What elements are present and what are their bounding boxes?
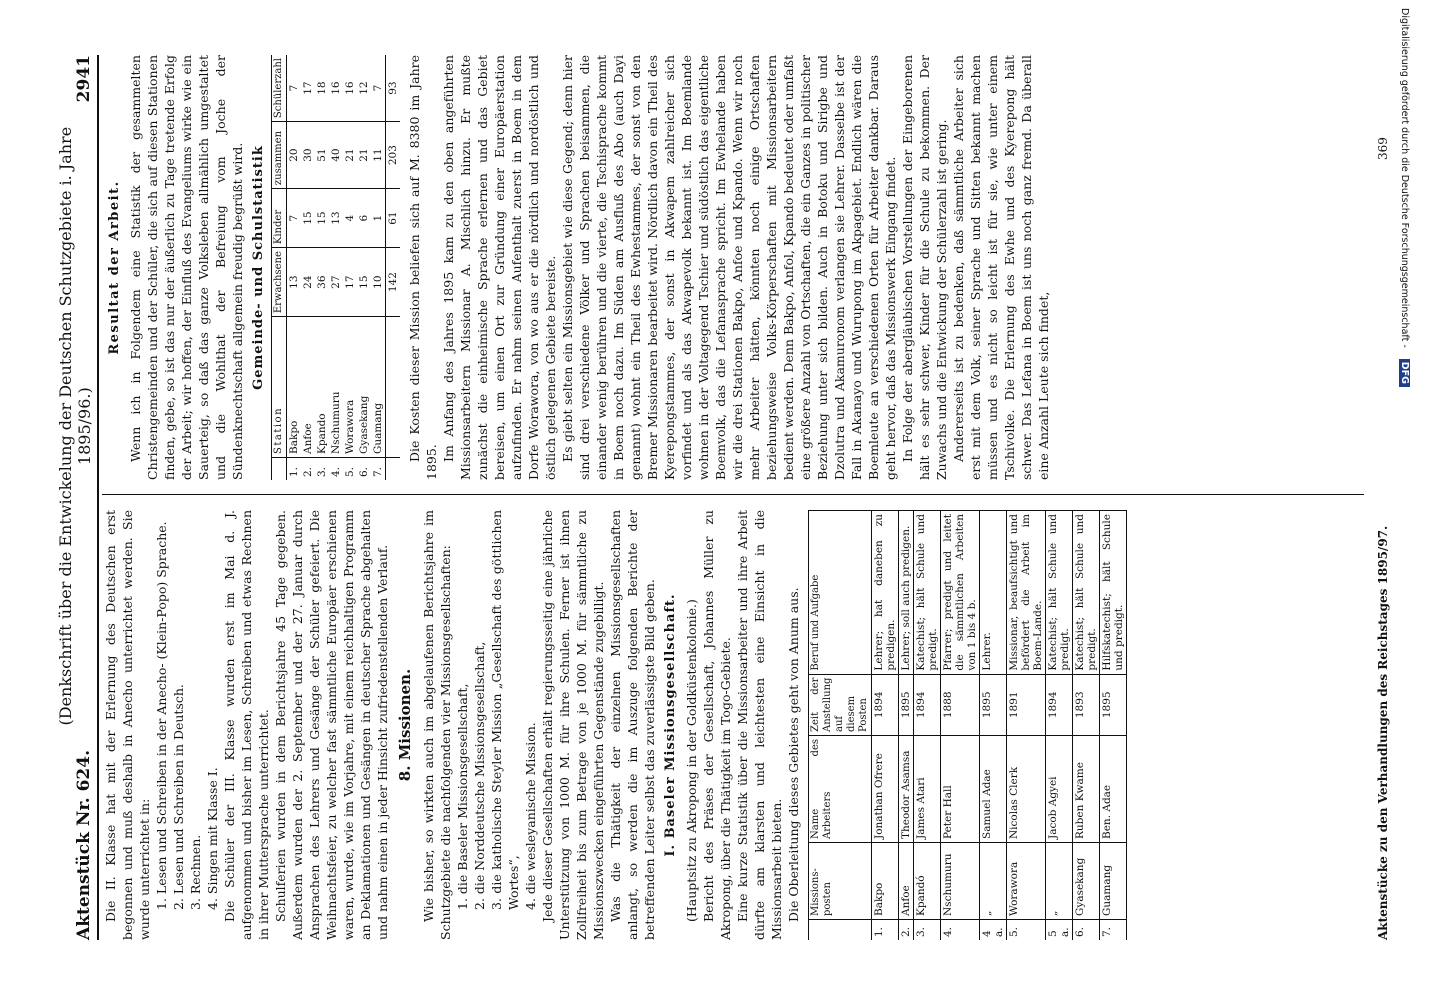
table-cell: 5.: [343, 458, 357, 481]
paragraph: Bericht des Präses der Gesellschaft, Johannes Müller zu Akropong, über die Thätigkeit im Togo-Gebiete.: [701, 510, 733, 940]
table-cell: 10: [371, 248, 386, 317]
table-cell: 5.: [1007, 920, 1046, 941]
table-cell: 27: [329, 248, 343, 317]
table-header: Name des Arbeiters: [809, 736, 872, 843]
table-cell: Peter Hall: [941, 736, 980, 843]
table-cell: 93: [386, 55, 401, 122]
table-cell: 13: [287, 248, 302, 317]
table-cell: 18: [315, 55, 329, 122]
paragraph: (Hauptsitz zu Akropong in der Goldküstenkolonie.): [684, 599, 699, 922]
table-cell: 61: [386, 189, 401, 248]
totals-row: [386, 55, 401, 480]
document-title: (Denkschrift über die Entwickelung der Deutschen Schutzgebiete i. Jahre 1895/96.): [56, 126, 94, 726]
table-header: Missions-posten: [809, 843, 872, 920]
table-cell: 30: [301, 122, 315, 189]
table-cell: 16: [329, 55, 343, 122]
table-row: [914, 511, 941, 941]
table-cell: 1.: [287, 458, 302, 481]
table-cell: 51: [315, 122, 329, 189]
list-item: 3. die katholische Steyler Mission „Gesellschaft des göttlichen Wortes“,: [489, 510, 521, 910]
table-cell: Lehrer; soll auch predigen.: [899, 511, 914, 675]
table-cell: Lehrer.: [980, 511, 1007, 675]
list-item: 2. die Norddeutsche Missionsgesellschaft,: [472, 641, 487, 910]
table-cell: Jonathan Ofrere: [872, 736, 899, 843]
table-row: [1007, 511, 1046, 941]
table-cell: 7.: [371, 458, 386, 481]
list-item: 4. Singen mit Klasse I.: [205, 767, 220, 910]
table-row: [371, 55, 386, 480]
paragraph: Jede dieser Gesellschaften erhält regierungsseitig eine jährliche Unterstützung von 1000 M. für ihre Schulen. Ferner ist ihnen Zollfreiheit bis zum Betrage von je 1000 M. für sämmtliche zu Missionszwecken eingeführten Gegenstände zugebilligt.: [540, 510, 606, 940]
table-cell: 1894: [914, 674, 941, 735]
table-cell: 1895: [980, 674, 1007, 735]
table-cell: 17: [343, 248, 357, 317]
page-number: 2941: [74, 55, 94, 103]
right-column: [102, 55, 1364, 480]
table-cell: Ruben Kwame: [1073, 736, 1100, 843]
table-cell: 1894: [872, 674, 899, 735]
table-cell: Bakpo: [287, 317, 302, 458]
table-cell: 5 a.: [1046, 920, 1073, 941]
table-cell: 1: [371, 189, 386, 248]
table-cell: 3.: [914, 920, 941, 941]
table-cell: 1895: [899, 674, 914, 735]
table-cell: Lehrer; hat daneben zu predigen.: [872, 511, 899, 675]
table-cell: 1894: [1046, 674, 1073, 735]
list-item: 3. Rechnen.: [188, 834, 203, 910]
table-cell: Samuel Adae: [980, 736, 1007, 843]
paragraph: Wenn ich in Folgendem eine Statistik der gesammelten Christengemeinden und der Schüler, die sich auf diesen Stationen finden, gebe, so ist das nur der äußerlich zu Tage tretende Erfolg der Arbeit; wir hoffen, der Einfluß des Evangeliums wirke wie ein Sauerteig, so daß das ganze Volksleben allmählich umgestaltet und die Wohlthat der Befreiung vom Joche der Sündenknechtschaft allgemein freudig begrüßt wird.: [128, 55, 245, 480]
paragraph: Die Oberleitung dieses Gebietes geht von Anum aus.: [786, 587, 801, 922]
paragraph: Wie bisher, so wirkten auch im abgelaufenen Berichtsjahre im Schutzgebiete die nachfolgenden vier Missionsgesellschaften:: [421, 510, 453, 940]
table-cell: 36: [315, 248, 329, 317]
table-header: Beruf und Aufgabe: [809, 511, 872, 675]
table-cell: 1891: [1007, 674, 1046, 735]
table-cell: 1888: [941, 674, 980, 735]
paragraph: Die II. Klasse hat mit der Erlernung des Deutschen erst begonnen und muß deshalb in Anecho unterrichtet werden. Sie wurde unterrichtet in:: [103, 510, 152, 940]
table-cell: Pfarrer; predigt und leitet die sämmtlichen Arbeiten von 1 bis 4 b.: [941, 511, 980, 675]
table-cell: 21: [343, 122, 357, 189]
table-cell: 6: [357, 189, 371, 248]
table-cell: 4 a.: [980, 920, 1007, 941]
table-cell: [386, 317, 401, 458]
paragraph: In Folge der abergläubischen Vorstellungen der Eingeborenen hält es sehr schwer, Kinder für die Schule zu bekommen. Der Zuwachs und die Entwickung der Schülerzahl ist gering.: [900, 55, 949, 480]
credit-text: Digitalisierung gefördert durch die Deutsche Forschungsgemeinschaft -: [1399, 8, 1410, 348]
table-cell: [386, 458, 401, 481]
table-header: Kinder: [272, 189, 287, 248]
table-header: Zeit der Anstellung auf diesem Posten: [809, 674, 872, 735]
table-cell: 17: [301, 55, 315, 122]
left-column: [102, 510, 1364, 940]
table-cell: Worawora: [1007, 843, 1046, 920]
table-cell: 7: [287, 55, 302, 122]
paragraph: Andererseits ist zu bedenken, daß sämmtliche Arbeiter sich erst mit dem Volk, seiner Sprache und Sitten bekannt machen müssen und es nicht so leicht ist für sie, wie unter einem Tschivolke. Die Erlernung des Ewhe und des Kyerepong hält schwer. Das Lefana in Boem ist uns noch ganz fremd. Da überall eine Anzahl Leute sich findet,: [951, 55, 1051, 480]
table-cell: Gyasekang: [357, 317, 371, 458]
table-cell: Nschumuru: [941, 843, 980, 920]
table-cell: 13: [329, 189, 343, 248]
table-cell: 12: [357, 55, 371, 122]
digitization-credit: [1390, 8, 1410, 998]
table-cell: 24: [301, 248, 315, 317]
list-item: 1. die Baseler Missionsgesellschaft,: [455, 683, 470, 910]
table-cell: Guamang: [371, 317, 386, 458]
table-row: [1073, 511, 1100, 941]
table-cell: 6.: [357, 458, 371, 481]
list-item: 1. Lesen und Schreiben in der Anecho- (Klein-Popo) Sprache.: [154, 521, 169, 910]
table-cell: Nschumuru: [329, 317, 343, 458]
table-cell: Missionar, beaufsichtigt und befördert die Arbeit im Boem-Lande.: [1007, 511, 1046, 675]
paragraph: Eine kurze Statistik über die Missionsarbeiter und ihre Arbeit dürfte am klarsten und leichtesten eine Einsicht in die Missionsarbeit bieten.: [735, 510, 784, 940]
table-row: [1100, 511, 1127, 941]
table-row: [941, 511, 980, 941]
subsection-heading: I. Baseler Missionsgesellschaft.: [663, 593, 678, 857]
list-item: 4. die wesleyanische Mission.: [523, 722, 538, 910]
table-cell: Katechist; hält Schule und predigt.: [1046, 511, 1073, 675]
table-header: Station: [272, 317, 287, 458]
table-cell: James Atari: [914, 736, 941, 843]
table-cell: Katechist; hält Schule und predigt.: [1073, 511, 1100, 675]
table-row: [1046, 511, 1073, 941]
stats-table: [271, 55, 400, 480]
table-cell: Ben. Adae: [1100, 736, 1127, 843]
dfg-logo: DFG: [1399, 359, 1410, 387]
section-heading: 8. Missionen.: [396, 668, 414, 782]
document-number: Aktenstück Nr. 624.: [74, 749, 94, 940]
table-cell: 4: [343, 189, 357, 248]
section-heading: Resultat der Arbeit.: [107, 180, 122, 355]
table-cell: 1.: [872, 920, 899, 941]
table-cell: 7: [287, 189, 302, 248]
table-cell: 16: [343, 55, 357, 122]
table-cell: Gyasekang: [1073, 843, 1100, 920]
table-header: Schülerzahl: [272, 55, 287, 122]
paragraph: Schulferien wurden in dem Berichtsjahre 45 Tage gegeben. Außerdem wurden der 2. September und der 27. Januar durch Ansprachen des Lehrers und Gesänge der Schüler gefeiert. Die Weihnachtsfeier, zu welcher fast sämmtliche Europäer erschienen waren, wurde, wie im Vorjahre, mit einem reichhaltigen Programm an Deklamationen und Gesängen in deutscher Sprache abgehalten und nahm einen in jeder Hinsicht zufriedenstellenden Verlauf.: [273, 510, 390, 940]
table-cell: 1893: [1073, 674, 1100, 735]
table-cell: Katechist; hält Schule und predigt.: [914, 511, 941, 675]
table-cell: Anfoe: [899, 843, 914, 920]
table-cell: 2.: [899, 920, 914, 941]
table-cell: 40: [329, 122, 343, 189]
table-cell: Jacob Agyei: [1046, 736, 1073, 843]
paragraph: Es giebt selten ein Missionsgebiet wie diese Gegend; denn hier sind drei verschiedene Völker und Sprachen beisammen, die einander wenig berühren und die vierte, die Tschisprache kommt in Boem noch dazu. Im Süden am Ausfluß des Abo (auch Dayi genannt) wohnt ein Theil des Ewhestammes, der sonst von den Bremer Missionaren bearbeitet wird. Nördlich davon ein Theil des Kyerepongstammes, der sonst in Akwapem zahlreicher sich vorfindet und als das Akwapevolk bekannt ist. Im Boemlande wohnen in der Voltagegend Tschier und südöstlich das eigentliche Boemvolk, das die Lefanasprache spricht. Im Ewhelande haben wir die drei Stationen Bakpo, Anfoe und Kpando. Wenn wir noch mehr Arbeiter hätten, könnten noch einige Ortschaften beziehungsweise Volks-Körperschaften mit Missionsarbeitern bedient werden. Denn Bakpo, Anfol, Kpando bedeutet oder umfaßt eine größere Anzahl von Ortschaften, die ein Ganzes in politischer Beziehung unter sich bilden. Auch in Botoku und Sirigbe und Dzolutra und Akamuronom verlangen sie Lehrer. Dasselbe ist der Fall in Akanayo und Wurupong im Akpagebiet. Endlich wären die Boemleute an verschiedenen Orten für Arbeiter dankbar. Daraus geht hervor, daß das Missionswerk Eingang findet.: [560, 55, 898, 480]
table-cell: 142: [386, 248, 401, 317]
table-cell: 4.: [329, 458, 343, 481]
table-header: zusammen: [272, 122, 287, 189]
table-cell: 3.: [315, 458, 329, 481]
table-row: [329, 55, 343, 480]
table-header: [272, 458, 287, 481]
page-header: [58, 55, 99, 940]
table-title: Gemeinde- und Schulstatistik: [251, 145, 266, 390]
table-row: [315, 55, 329, 480]
table-cell: 20: [287, 122, 302, 189]
table-row: [872, 511, 899, 941]
table-cell: „: [980, 843, 1007, 920]
table-cell: Kpandó: [914, 843, 941, 920]
table-cell: 21: [357, 122, 371, 189]
table-cell: Theodor Asamsa: [899, 736, 914, 843]
table-cell: 203: [386, 122, 401, 189]
table-cell: Worawora: [343, 317, 357, 458]
table-cell: Nicolas Clerk: [1007, 736, 1046, 843]
table-cell: Bakpo: [872, 843, 899, 920]
footer-page-number: 369: [1376, 137, 1390, 160]
paragraph: Im Anfang des Jahres 1895 kam zu den oben angeführten Missionsarbeitern Missionar A. Mischlich hinzu. Er mußte zunächst die einheimische Sprache erlernen und das Gebiet bereisen, um einen Ort zur Gründung einer Europäerstation aufzufinden. Er nahm seinen Aufenthalt zuerst in Boem in dem Dorfe Worawora, von wo aus er die nördlich und nordöstlich und östlich gelegenen Gebiete bereiste.: [441, 55, 558, 480]
table-cell: „: [1046, 843, 1073, 920]
paragraph: Die Schüler der III. Klasse wurden erst im Mai d. J. aufgenommen und bisher im Lesen, Schreiben und etwas Rechnen in ihrer Muttersprache unterrichtet.: [222, 510, 271, 940]
table-row: [980, 511, 1007, 941]
table-cell: 4.: [941, 920, 980, 941]
table-row: [287, 55, 302, 480]
table-cell: 15: [301, 189, 315, 248]
table-cell: 15: [315, 189, 329, 248]
paragraph: Die Kosten dieser Mission beliefen sich auf M. 8380 im Jahre 1895.: [407, 55, 439, 480]
column-divider: [102, 494, 1364, 495]
table-row: [301, 55, 315, 480]
table-cell: Hilfskatechist; hält Schule und predigt.: [1100, 511, 1127, 675]
page-footer: Aktenstücke zu den Verhandlungen des Reichstages 1895/97.: [1376, 525, 1390, 940]
table-cell: 7: [371, 55, 386, 122]
table-cell: 11: [371, 122, 386, 189]
list-item: 2. Lesen und Schreiben in Deutsch.: [171, 684, 186, 910]
workers-table: [808, 510, 1127, 940]
table-row: [357, 55, 371, 480]
table-header: Erwachsene: [272, 248, 287, 317]
table-row: [343, 55, 357, 480]
table-cell: 6.: [1073, 920, 1100, 941]
table-row: [899, 511, 914, 941]
table-header: [809, 920, 872, 941]
table-cell: Guamang: [1100, 843, 1127, 920]
table-cell: 1895: [1100, 674, 1127, 735]
paragraph: Was die Thätigkeit der einzelnen Missionsgesellschaften anlangt, so werden die im Auszuge folgenden Berichte der betreffenden Leiter selbst das zuverlässigste Bild geben.: [608, 510, 657, 940]
table-cell: Anfoe: [301, 317, 315, 458]
table-cell: Kpando: [315, 317, 329, 458]
table-cell: 7.: [1100, 920, 1127, 941]
table-cell: 2.: [301, 458, 315, 481]
table-cell: 15: [357, 248, 371, 317]
